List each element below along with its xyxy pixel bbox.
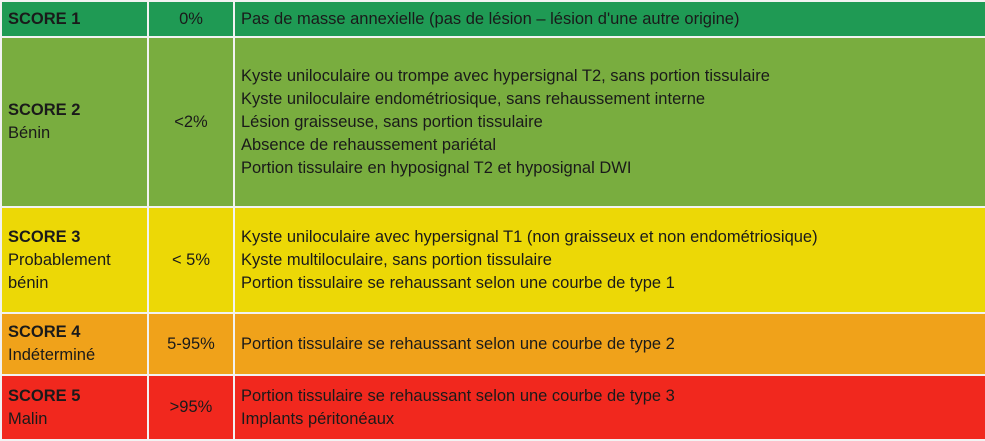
risk-percentage: >95% [148, 375, 234, 440]
score-cell [1, 375, 148, 440]
criteria-line: Implants péritonéaux [241, 409, 395, 428]
score-title: SCORE 4 [8, 323, 81, 341]
score-title: SCORE 5 [8, 386, 81, 405]
risk-percentage: 5-95% [148, 313, 234, 375]
criteria-line: Kyste uniloculaire avec hypersignal T1 (non graisseux et non endométriosique) [241, 227, 818, 246]
score-category: Malin [8, 409, 48, 428]
score-row-4 [1, 313, 985, 375]
risk-percentage: <2% [148, 37, 234, 207]
criteria-line: Portion tissulaire se rehaussant selon une courbe de type 2 [241, 334, 675, 353]
score-cell [1, 37, 148, 207]
criteria-cell [234, 313, 985, 375]
score-cell [1, 207, 148, 313]
score-category: Bénin [8, 124, 51, 142]
risk-percentage: < 5% [148, 207, 234, 313]
criteria-line: Portion tissulaire se rehaussant selon une courbe de type 3 [241, 386, 675, 405]
criteria-line: Portion tissulaire se rehaussant selon une courbe de type 1 [241, 273, 675, 292]
score-row-1 [1, 1, 985, 37]
score-title: SCORE 3 [8, 227, 81, 246]
score-title: SCORE 1 [8, 9, 81, 28]
risk-percentage: 0% [148, 1, 234, 37]
score-category: Indéterminé [8, 346, 96, 364]
score-title: SCORE 2 [8, 101, 81, 119]
criteria-cell [234, 1, 985, 37]
criteria-line: Kyste multiloculaire, sans portion tissulaire [241, 250, 552, 269]
criteria-line: Absence de rehaussement pariétal [241, 135, 496, 154]
criteria-line: Portion tissulaire en hyposignal T2 et hyposignal DWI [241, 158, 632, 177]
score-row-3 [1, 207, 985, 313]
criteria-line: Lésion graisseuse, sans portion tissulaire [241, 112, 543, 131]
criteria-cell [234, 207, 985, 313]
criteria-line: Pas de masse annexielle (pas de lésion – lésion d'une autre origine) [241, 9, 740, 28]
criteria-cell [234, 37, 985, 207]
score-row-2 [1, 37, 985, 207]
score-row-5 [1, 375, 985, 440]
score-category: Probablement bénin [8, 250, 111, 292]
score-cell [1, 313, 148, 375]
criteria-line: Kyste uniloculaire ou trompe avec hypersignal T2, sans portion tissulaire [241, 66, 770, 85]
criteria-cell [234, 375, 985, 440]
criteria-line: Kyste uniloculaire endométriosique, sans rehaussement interne [241, 89, 706, 108]
score-cell [1, 1, 148, 37]
